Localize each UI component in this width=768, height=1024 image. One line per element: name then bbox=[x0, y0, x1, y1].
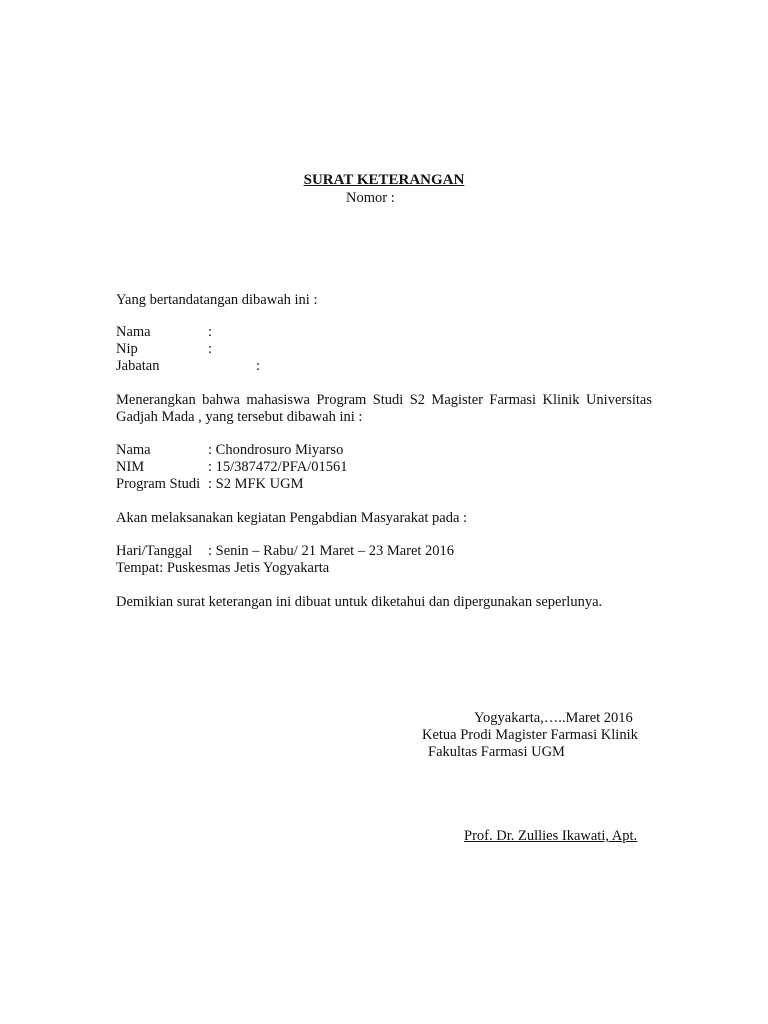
signer-name: Prof. Dr. Zullies Ikawati, Apt. bbox=[464, 828, 638, 844]
letter-number: Nomor : bbox=[346, 190, 395, 206]
student-program-label: Program Studi bbox=[116, 476, 201, 492]
student-name-label: Nama bbox=[116, 442, 151, 458]
place-date: Yogyakarta,…..Maret 2016 bbox=[474, 710, 633, 726]
signer-position-line1: Ketua Prodi Magister Farmasi Klinik bbox=[422, 727, 638, 743]
student-nim-value: : 15/387472/PFA/01561 bbox=[208, 459, 348, 475]
letter-title: SURAT KETERANGAN bbox=[303, 172, 465, 188]
date-label: Hari/Tanggal bbox=[116, 543, 193, 559]
signatory-nip-label: Nip bbox=[116, 341, 138, 357]
place-text: Tempat: Puskesmas Jetis Yogyakarta bbox=[116, 560, 330, 576]
signatory-position-value: : bbox=[256, 358, 261, 374]
student-nim-label: NIM bbox=[116, 459, 145, 475]
student-name-value: : Chondrosuro Miyarso bbox=[208, 442, 344, 458]
statement-paragraph: Menerangkan bahwa mahasiswa Program Studi S2 Magister Farmasi Klinik Universitas Gadjah Mada , yang tersebut dibawah ini : bbox=[116, 392, 652, 425]
signatory-name-value: : bbox=[208, 324, 213, 340]
closing-text: Demikian surat keterangan ini dibuat untuk diketahui dan dipergunakan seperlunya. bbox=[116, 594, 603, 610]
intro-text: Yang bertandatangan dibawah ini : bbox=[116, 292, 318, 308]
student-program-value: : S2 MFK UGM bbox=[208, 476, 304, 492]
activity-text: Akan melaksanakan kegiatan Pengabdian Masyarakat pada : bbox=[116, 510, 468, 526]
signer-position-line2: Fakultas Farmasi UGM bbox=[428, 744, 565, 760]
signatory-nip-value: : bbox=[208, 341, 213, 357]
date-value: : Senin – Rabu/ 21 Maret – 23 Maret 2016 bbox=[208, 543, 455, 559]
signatory-position-label: Jabatan bbox=[116, 358, 160, 374]
signatory-name-label: Nama bbox=[116, 324, 151, 340]
